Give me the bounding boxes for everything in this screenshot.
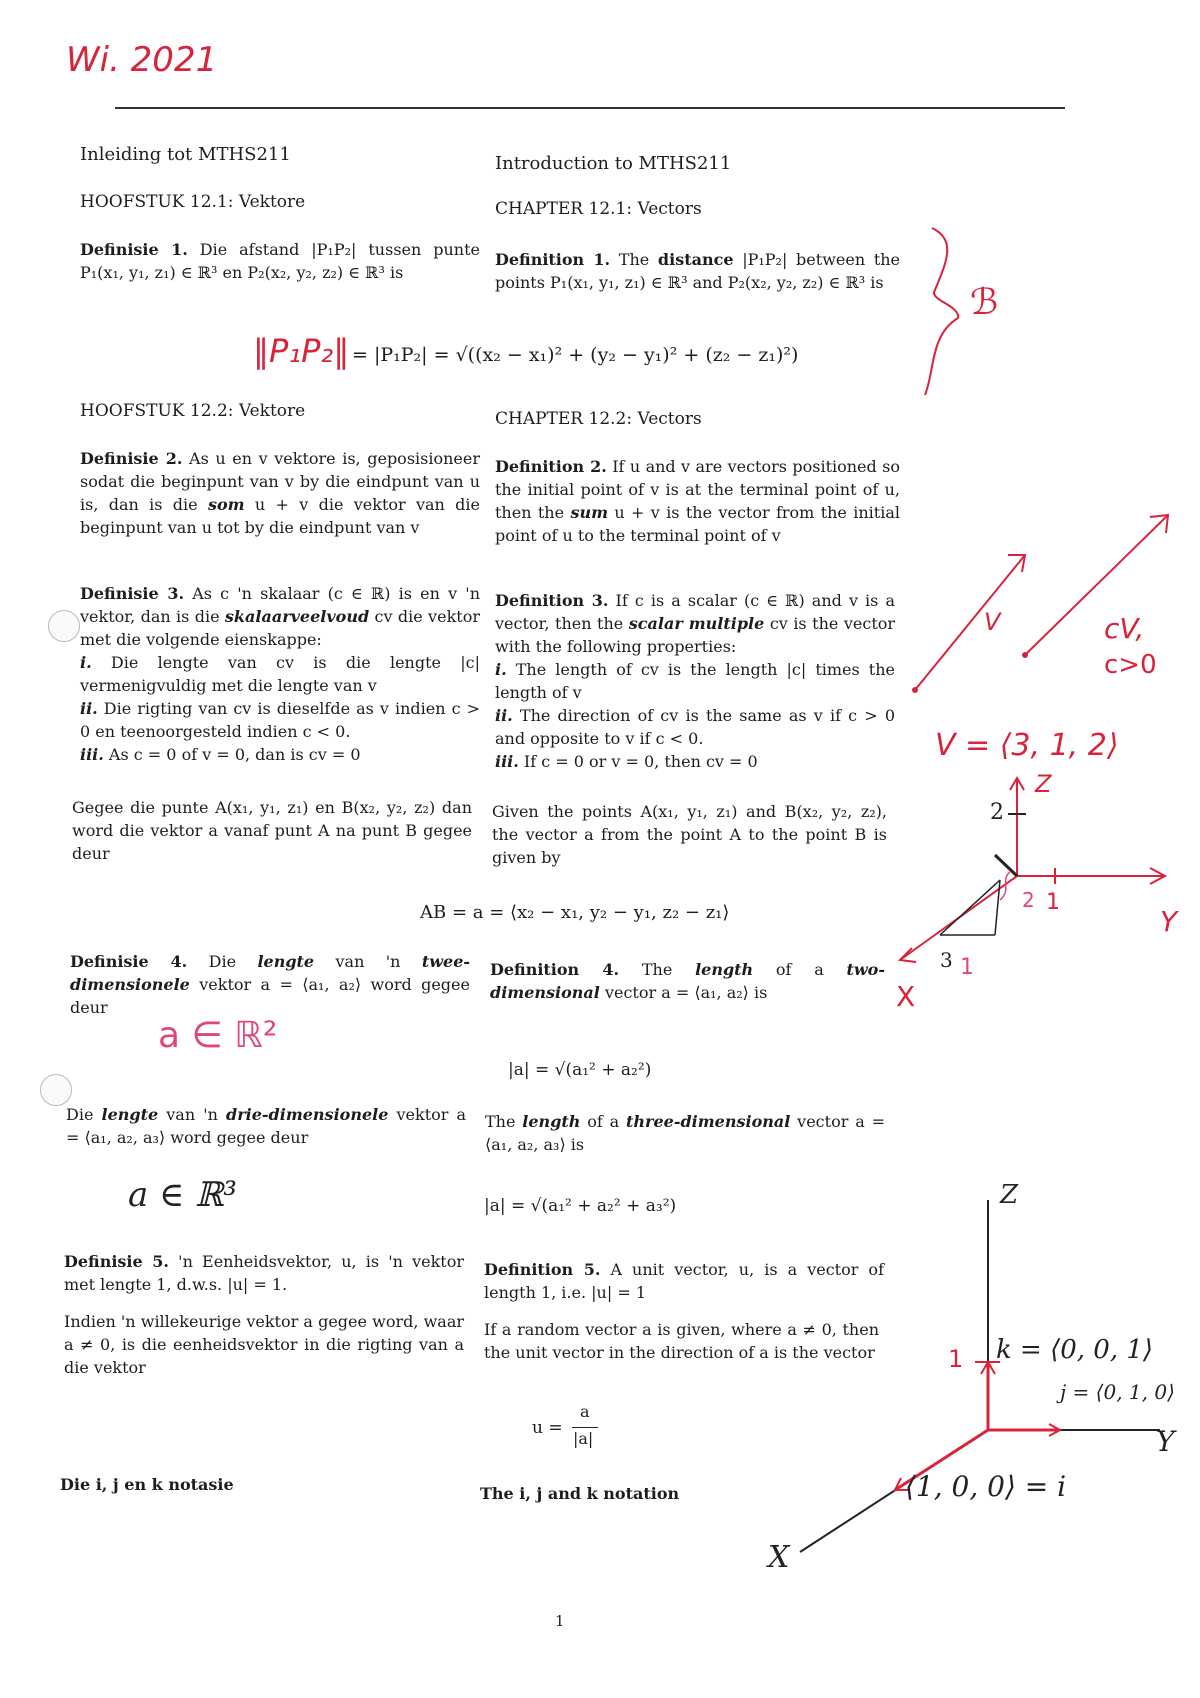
right-def3-em: scalar multiple bbox=[628, 614, 765, 633]
left-def4-em1: lengte bbox=[257, 952, 315, 971]
right-def4-em2: two-dimensional bbox=[490, 960, 885, 1002]
right-def4-head: Definition 4. bbox=[490, 960, 620, 979]
left-def4-c: vektor a = ⟨a₁, a₂⟩ word gegee deur bbox=[70, 975, 470, 1017]
left-len3-a: Die bbox=[66, 1105, 94, 1124]
right-chapter-12-2: CHAPTER 12.2: Vectors bbox=[495, 409, 702, 429]
right-def4-b: of a bbox=[775, 960, 824, 979]
left-def3-a: As c 'n skalaar (c ∈ ℝ) is en v 'n vektor, dan is die bbox=[80, 584, 481, 626]
handwritten-v-arrow bbox=[915, 555, 1025, 690]
handwritten-v-label: V bbox=[984, 608, 1001, 636]
handwritten-three-label: 3 bbox=[940, 948, 953, 972]
handwritten-x-label-small: X bbox=[896, 980, 916, 1013]
handwritten-vector-def: V = ⟨3, 1, 2⟩ bbox=[935, 728, 1119, 763]
right-def2-em: sum bbox=[570, 503, 609, 522]
right-len3-c: vector a = ⟨a₁, a₂, a₃⟩ is bbox=[485, 1112, 885, 1154]
right-def3-b: cv is the vector with the following properties: bbox=[495, 614, 896, 656]
right-def2-a: If u and v are vectors positioned so the initial point of v is at the terminal point of u, then the bbox=[495, 457, 901, 522]
right-def1-a: The bbox=[618, 250, 650, 269]
distance-equation: = |P₁P₂| = √((x₂ − x₁)² + (y₂ − y₁)² + (z₂ − z₁)²) bbox=[352, 344, 799, 366]
left-def3-head: Definisie 3. bbox=[80, 584, 185, 603]
left-len3-b: van 'n bbox=[166, 1105, 218, 1124]
handwritten-cv-arrow bbox=[1025, 515, 1168, 655]
left-def1-text: Die afstand |P₁P₂| tussen punte P₁(x₁, y₁, z₁) ∈ ℝ³ en P₂(x₂, y₂, z₂) ∈ ℝ³ is bbox=[80, 240, 480, 282]
left-def4-a: Die bbox=[208, 952, 237, 971]
left-len3-c: vektor a = ⟨a₁, a₂, a₃⟩ word gegee deur bbox=[66, 1105, 467, 1147]
vector-ab-equation: AB = a = ⟨x₂ − x₁, y₂ − y₁, z₂ − z₁⟩ bbox=[420, 902, 730, 923]
left-def2-em: som bbox=[207, 495, 245, 514]
right-def3-ii-text: The direction of cv is the same as v if c > 0 and opposite to v if c < 0. bbox=[495, 706, 896, 748]
left-def2-head: Definisie 2. bbox=[80, 449, 183, 468]
left-chapter-12-1: HOOFSTUK 12.1: Vektore bbox=[80, 192, 306, 212]
right-def1-head: Definition 1. bbox=[495, 250, 611, 269]
right-ijk-text: The i, j and k notation bbox=[480, 1484, 680, 1503]
handwritten-a-in-r3: a ∈ ℝ³ bbox=[128, 1175, 237, 1215]
left-def3-iii-text: As c = 0 of v = 0, dan is cv = 0 bbox=[108, 745, 361, 764]
handwritten-k-vector-label: k = ⟨0, 0, 1⟩ bbox=[996, 1335, 1154, 1365]
left-def5-text: 'n Eenheidsvektor, u, is 'n vektor met lengte 1, d.w.s. |u| = 1. bbox=[64, 1252, 465, 1294]
left-def3-ii: ii. bbox=[80, 699, 98, 718]
right-def1-b: |P₁P₂| between the points P₁(x₁, y₁, z₁) ∈ ℝ³ and P₂(x₂, y₂, z₂) ∈ ℝ³ is bbox=[495, 250, 901, 292]
left-def3-i: i. bbox=[80, 653, 92, 672]
page-number: 1 bbox=[555, 1612, 565, 1630]
left-def5-head: Definisie 5. bbox=[64, 1252, 170, 1271]
right-def3-i: i. bbox=[495, 660, 507, 679]
handwritten-x-label-large: X bbox=[768, 1540, 790, 1575]
handwritten-z-label-large: Z bbox=[1000, 1180, 1019, 1210]
right-def2-b: u + v is the vector from the initial point of u to the terminal point of v bbox=[495, 503, 901, 545]
right-def3-i-text: The length of cv is the length |c| times the length of v bbox=[495, 660, 895, 702]
right-def2-head: Definition 2. bbox=[495, 457, 607, 476]
right-def5-head: Definition 5. bbox=[484, 1260, 601, 1279]
left-def3-em: skalaarveelvoud bbox=[224, 607, 370, 626]
right-def3-a: If c is a scalar (c ∈ ℝ) and v is a vector, then the bbox=[495, 591, 895, 633]
handwritten-one-pink: 1 bbox=[960, 955, 974, 980]
right-len3-a: The bbox=[485, 1112, 516, 1131]
handwritten-c-positive: c>0 bbox=[1104, 650, 1157, 680]
left-def3-ii-text: Die rigting van cv is dieselfde as v indien c > 0 en teenoorgesteld indien c < 0. bbox=[80, 699, 480, 741]
unit-vector-numerator: a bbox=[580, 1402, 590, 1421]
length-3d-equation: |a| = √(a₁² + a₂² + a₃²) bbox=[484, 1196, 677, 1216]
left-def3-i-text: Die lengte van cv is die lengte |c| vermenigvuldig met die lengte van v bbox=[80, 653, 480, 695]
handwritten-cv-label: cV, bbox=[1104, 612, 1145, 645]
right-unit-text: If a random vector a is given, where a ≠ 0, then the unit vector in the direction of a is the vector bbox=[484, 1320, 879, 1362]
right-chapter-12-1: CHAPTER 12.1: Vectors bbox=[495, 199, 702, 219]
left-def4-head: Definisie 4. bbox=[70, 952, 188, 971]
left-len3-em1: lengte bbox=[101, 1105, 159, 1124]
right-given-text: Given the points A(x₁, y₁, z₁) and B(x₂, y₂, z₂), the vector a from the point A to the point B is given by bbox=[492, 802, 887, 867]
left-course-title: Inleiding tot MTHS211 bbox=[80, 144, 291, 165]
right-def4-a: The bbox=[641, 960, 673, 979]
handwritten-y-label-large: Y bbox=[1156, 1425, 1175, 1458]
handwritten-z-label-small: Z bbox=[1035, 770, 1052, 798]
right-len3-b: of a bbox=[587, 1112, 620, 1131]
handwritten-j-vector-label: j = ⟨0, 1, 0⟩ bbox=[1060, 1380, 1175, 1404]
left-def3-iii: iii. bbox=[80, 745, 104, 764]
handwritten-norm-label: ‖P₁P₂‖ bbox=[253, 332, 350, 370]
handwritten-two-pink: 2 bbox=[1022, 888, 1035, 912]
right-def5-text: A unit vector, u, is a vector of length 1, i.e. |u| = 1 bbox=[484, 1260, 884, 1302]
handwritten-brace bbox=[925, 228, 958, 395]
left-def2-b: u + v die vektor van die beginpunt van u tot by die eindpunt van v bbox=[80, 495, 481, 537]
left-def3-b: cv die vektor met die volgende eienskappe: bbox=[80, 607, 480, 649]
handwritten-two-label: 2 bbox=[990, 800, 1004, 825]
handwritten-one-label: 1 bbox=[1046, 890, 1060, 915]
handwritten-a-in-r2: a ∈ ℝ² bbox=[158, 1015, 278, 1056]
right-def3-head: Definition 3. bbox=[495, 591, 609, 610]
handwritten-header: Wi. 2021 bbox=[66, 40, 218, 80]
right-def3-iii-text: If c = 0 or v = 0, then cv = 0 bbox=[523, 752, 758, 771]
right-def3-ii: ii. bbox=[495, 706, 513, 725]
left-def4-em2: twee-dimensionele bbox=[70, 952, 471, 994]
right-def4-c: vector a = ⟨a₁, a₂⟩ is bbox=[604, 983, 768, 1002]
right-len3-em2: three-dimensional bbox=[626, 1112, 791, 1131]
handwritten-point-vector bbox=[995, 855, 1017, 876]
handwritten-i-vector-label: ⟨1, 0, 0⟩ = i bbox=[905, 1470, 1067, 1503]
length-2d-equation: |a| = √(a₁² + a₂²) bbox=[508, 1060, 652, 1080]
right-len3-em1: length bbox=[522, 1112, 581, 1131]
left-def4-b: van 'n bbox=[335, 952, 401, 971]
right-course-title: Introduction to MTHS211 bbox=[495, 153, 732, 174]
left-unit-text: Indien 'n willekeurige vektor a gegee word, waar a ≠ 0, is die eenheidsvektor in die rigting van a die vektor bbox=[64, 1312, 464, 1377]
left-given-text: Gegee die punte A(x₁, y₁, z₁) en B(x₂, y₂, z₂) dan word die vektor a vanaf punt A na punt B gegee deur bbox=[72, 798, 472, 863]
right-def1-em: distance bbox=[657, 250, 734, 269]
unit-vector-denominator: |a| bbox=[573, 1429, 594, 1448]
left-def2-a: As u en v vektore is, geposisioneer sodat die beginpunt van v by die eindpunt van u is, dan is die bbox=[80, 449, 480, 514]
left-chapter-12-2: HOOFSTUK 12.2: Vektore bbox=[80, 401, 306, 421]
right-def4-em1: length bbox=[695, 960, 754, 979]
handwritten-y-label-small: Y bbox=[1160, 905, 1178, 938]
left-len3-em2: drie-dimensionele bbox=[226, 1105, 389, 1124]
right-def3-iii: iii. bbox=[495, 752, 519, 771]
left-ijk-text: Die i, j en k notasie bbox=[60, 1475, 234, 1494]
handwritten-brace-label: ℬ bbox=[970, 282, 999, 323]
handwritten-k-tick-label: 1 bbox=[948, 1345, 964, 1373]
left-def1-head: Definisie 1. bbox=[80, 240, 188, 259]
unit-vector-u-label: u = bbox=[532, 1418, 563, 1438]
